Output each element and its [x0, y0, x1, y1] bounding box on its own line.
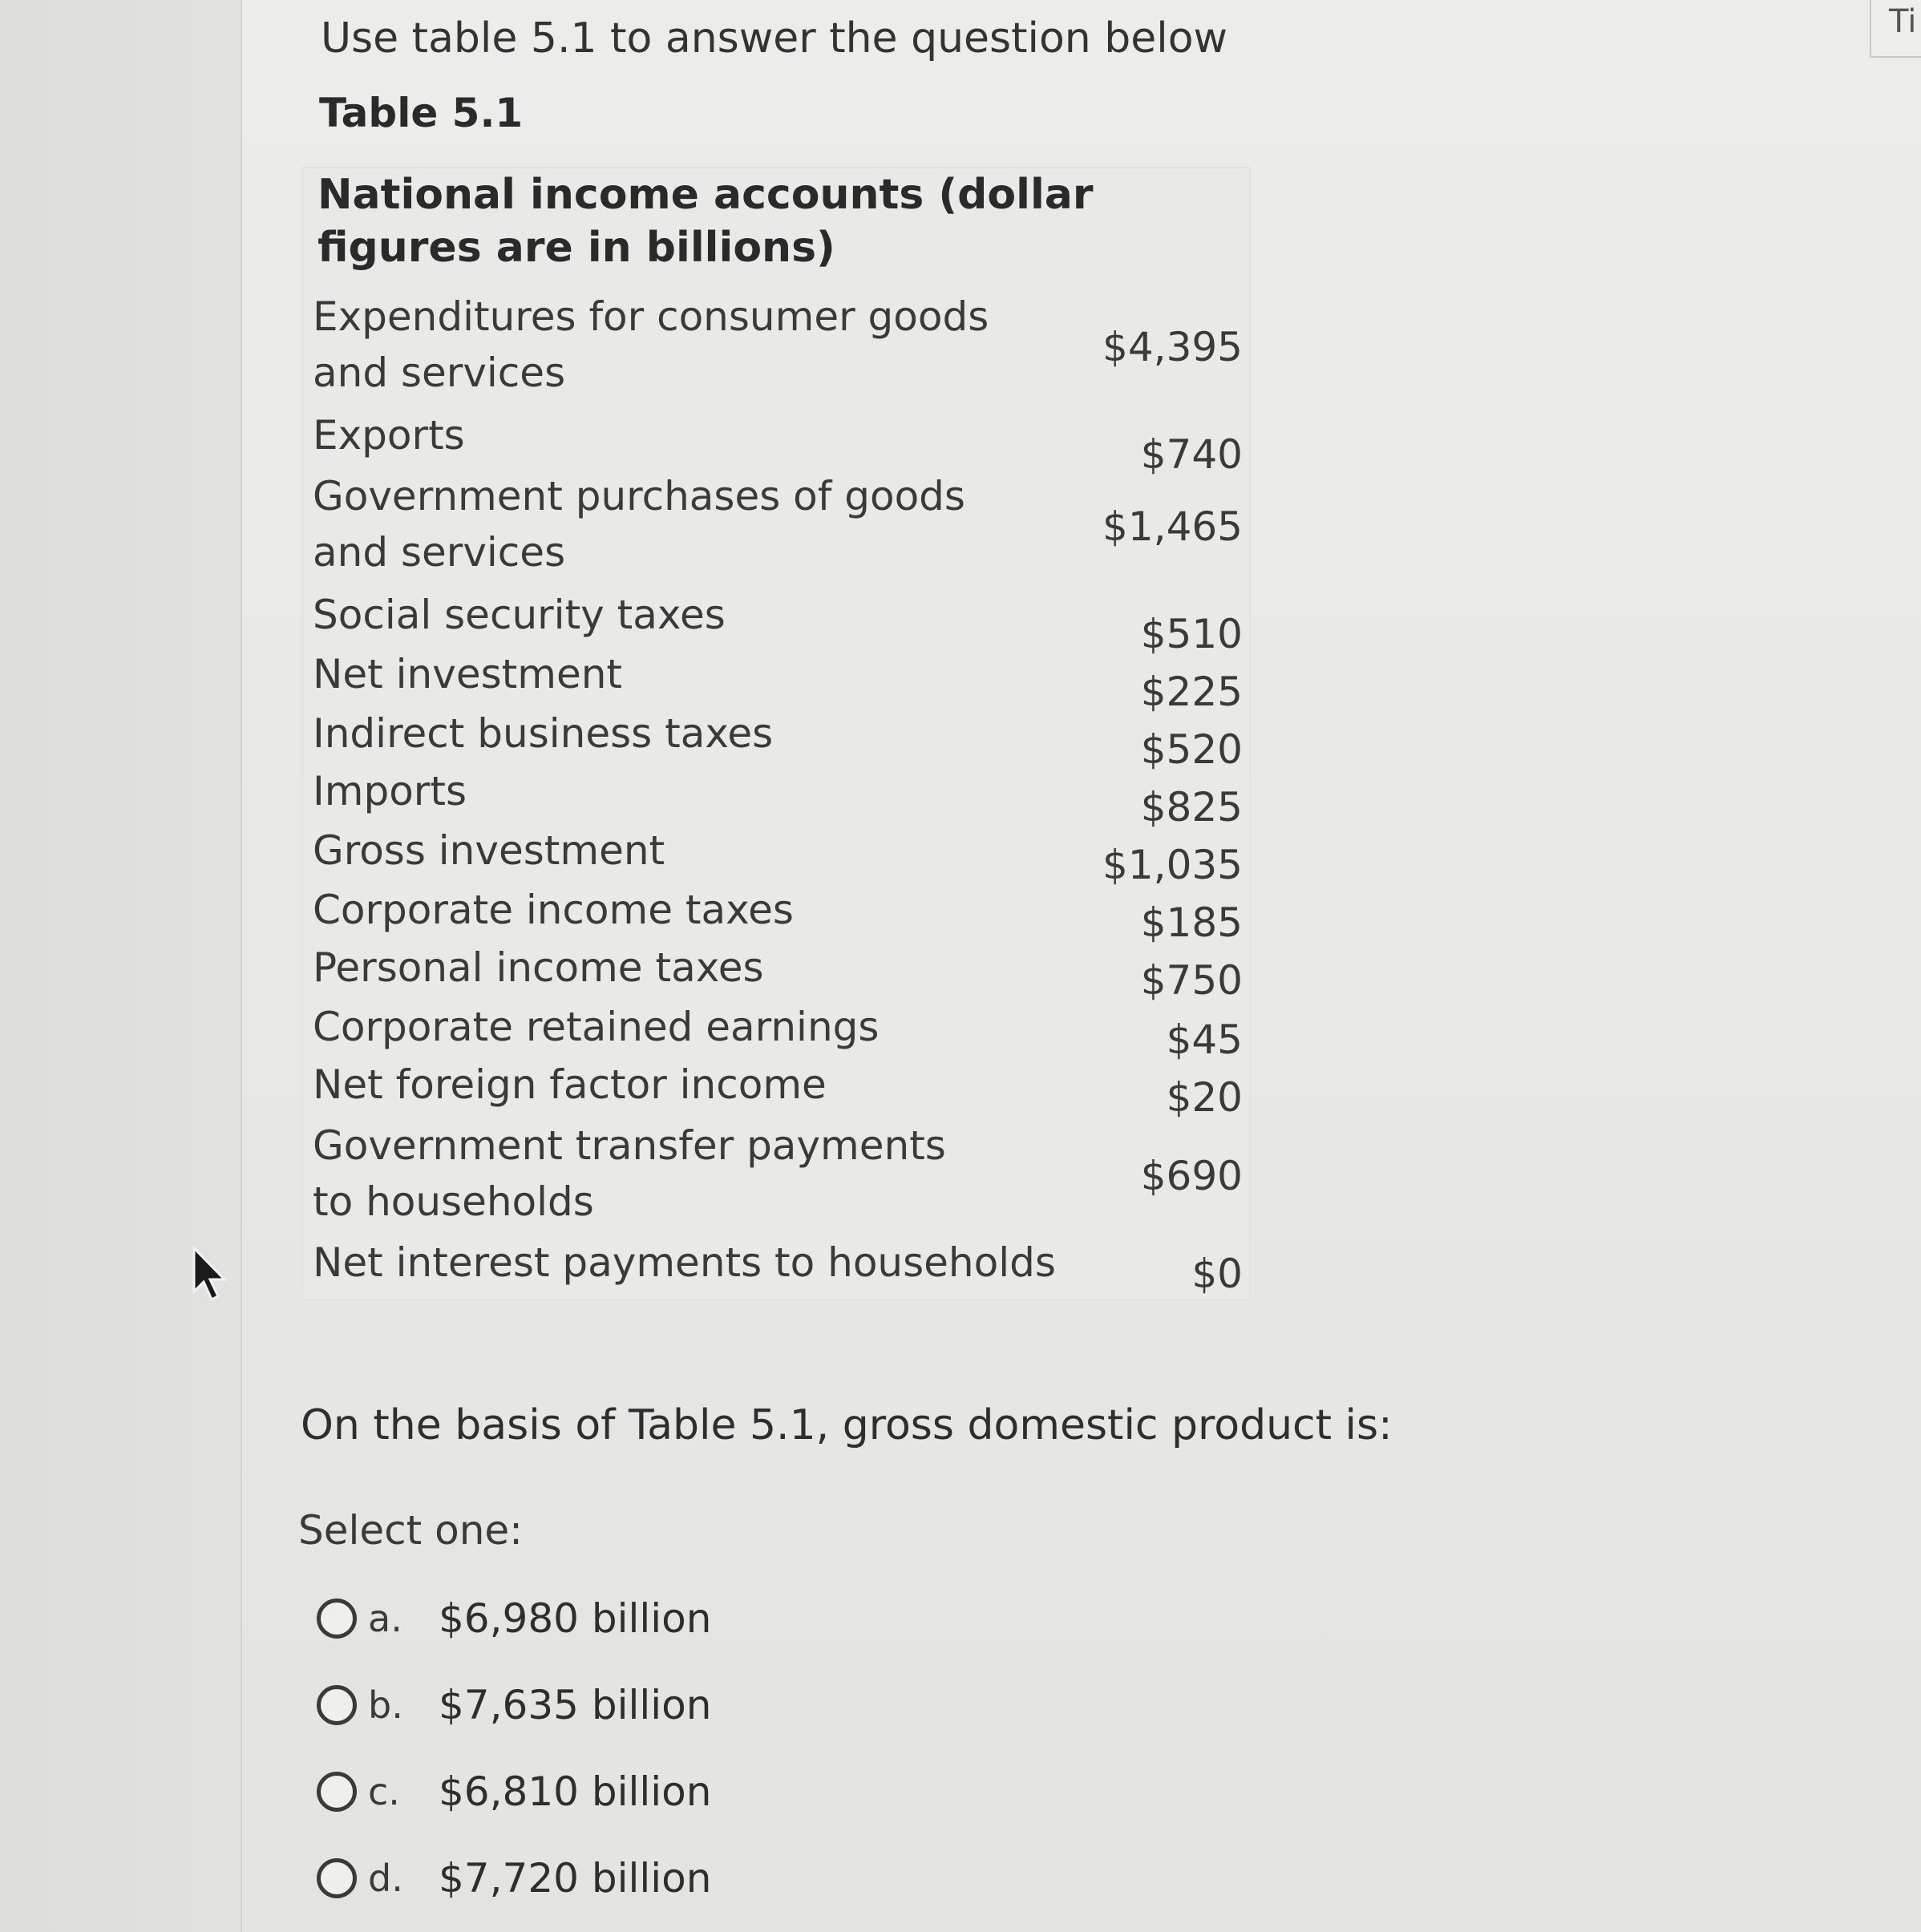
table-row: [313, 705, 1251, 773]
option-text[interactable]: $7,720 billion: [439, 1855, 712, 1902]
side-tab[interactable]: Ti: [1870, 0, 1921, 58]
table-row: [313, 646, 1251, 715]
table-row: [313, 407, 1251, 478]
row-label: Net investment: [313, 651, 623, 697]
row-label: Exports: [313, 412, 465, 459]
row-label: Corporate retained earnings: [313, 1004, 880, 1050]
intro-text: Use table 5.1 to answer the question below: [321, 14, 1228, 63]
row-value: $740: [1140, 431, 1243, 478]
table-row: [313, 289, 1251, 401]
option-text[interactable]: $6,810 billion: [439, 1768, 712, 1815]
row-label: Expenditures for consumer goods and services: [313, 293, 989, 396]
answer-option-c[interactable]: [317, 1767, 878, 1823]
option-text[interactable]: $6,980 billion: [439, 1595, 712, 1642]
option-letter: b.: [368, 1683, 403, 1727]
row-value: $45: [1166, 1017, 1243, 1063]
left-margin: [0, 0, 241, 1932]
row-value: $0: [1191, 1251, 1243, 1297]
row-value: $20: [1166, 1074, 1243, 1121]
row-label: Net foreign factor income: [313, 1061, 827, 1108]
answer-option-b[interactable]: [317, 1680, 878, 1736]
answer-option-d[interactable]: [317, 1853, 878, 1910]
row-value: $185: [1140, 899, 1243, 946]
radio-button[interactable]: [317, 1858, 357, 1898]
table-row: [313, 1057, 1251, 1121]
row-value: $750: [1140, 957, 1243, 1004]
table-row: [313, 763, 1251, 831]
row-label: Social security taxes: [313, 592, 726, 638]
table-title: Table 5.1: [319, 90, 524, 136]
row-value: $510: [1140, 611, 1243, 657]
row-value: $225: [1140, 669, 1243, 715]
select-prompt: Select one:: [298, 1507, 524, 1554]
option-letter: c.: [368, 1770, 400, 1813]
row-label: Net interest payments to households: [313, 1239, 1056, 1286]
row-label: Indirect business taxes: [313, 710, 774, 757]
row-label: Personal income taxes: [313, 944, 764, 991]
table-row: [313, 468, 1251, 580]
option-letter: d.: [368, 1857, 403, 1900]
table-heading: National income accounts (dollar figures are in billions): [317, 171, 1094, 272]
table-row: [313, 587, 1251, 657]
row-value: $1,465: [1102, 503, 1243, 550]
row-label: Government purchases of goods and services: [313, 473, 965, 576]
row-label: Gross investment: [313, 827, 665, 874]
option-text[interactable]: $7,635 billion: [439, 1682, 712, 1728]
table-row: [313, 1235, 1251, 1297]
row-label: Government transfer payments to households: [313, 1122, 946, 1225]
table-row: [313, 1118, 1251, 1230]
row-value: $520: [1140, 726, 1243, 773]
row-label: Imports: [313, 768, 467, 814]
answer-option-a[interactable]: [317, 1594, 878, 1650]
question-text: On the basis of Table 5.1, gross domestic product is:: [301, 1401, 1393, 1449]
option-letter: a.: [368, 1597, 402, 1640]
table-row: [313, 940, 1251, 1004]
table-row: [313, 882, 1251, 946]
mouse-cursor-icon: [192, 1247, 228, 1303]
radio-button[interactable]: [317, 1685, 357, 1725]
row-value: $690: [1140, 1153, 1243, 1199]
table-row: [313, 999, 1251, 1063]
row-value: $1,035: [1102, 842, 1243, 888]
table-row: [313, 823, 1251, 888]
radio-button[interactable]: [317, 1599, 357, 1639]
row-value: $4,395: [1102, 324, 1243, 370]
row-label: Corporate income taxes: [313, 887, 794, 933]
radio-button[interactable]: [317, 1772, 357, 1812]
row-value: $825: [1140, 784, 1243, 831]
